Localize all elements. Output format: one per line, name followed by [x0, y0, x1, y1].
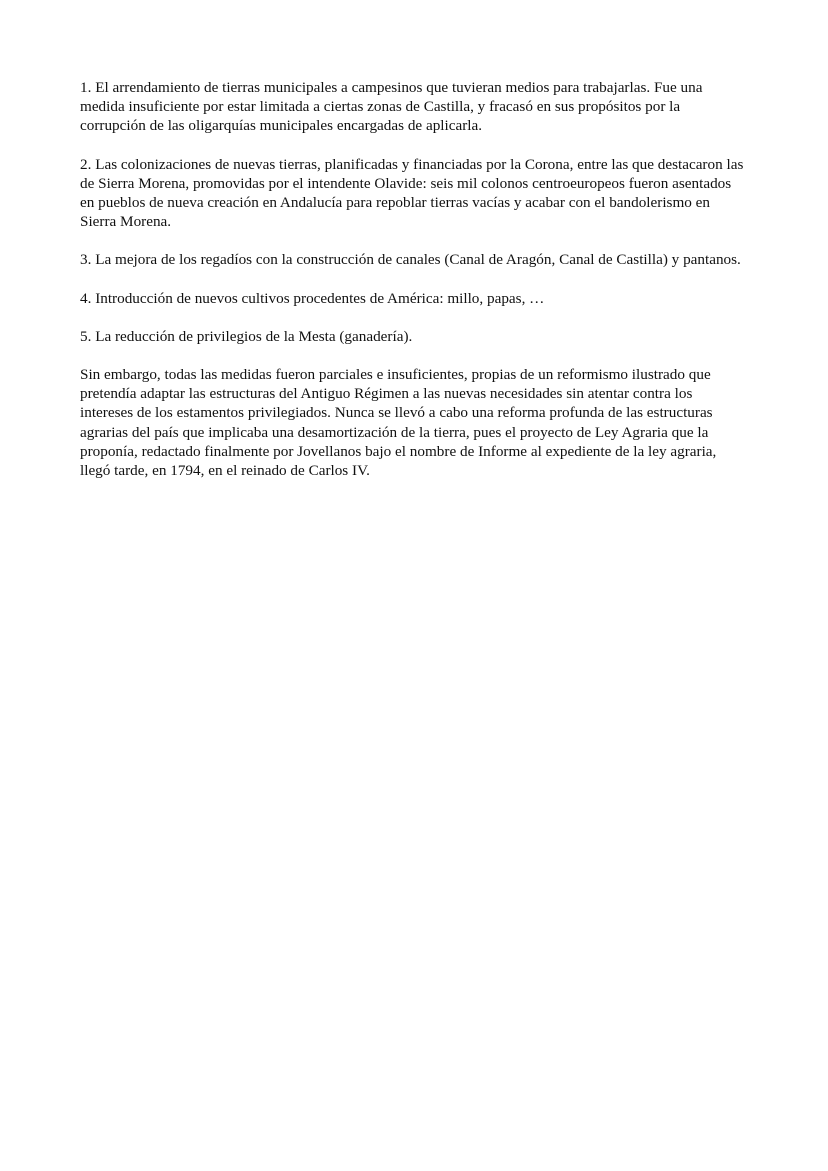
- paragraph-measure-1: 1. El arrendamiento de tierras municipales a campesinos que tuvieran medios para trabajarlas. Fue una medida insuficiente por estar limitada a ciertas zonas de Castilla, y fracasó en sus propósitos por la corrupción de las oligarquías municipales encargadas de aplicarla.: [80, 79, 703, 135]
- paragraph-conclusion: Sin embargo, todas las medidas fueron parciales e insuficientes, propias de un reformismo ilustrado que pretendía adaptar las estructuras del Antiguo Régimen a las nuevas necesidades sin atentar contra los intereses de los estamentos privilegiados. Nunca se llevó a cabo una reforma profunda de las estructuras agrarias del país que implicaba una desamortización de la tierra, pues el proyecto de Ley Agraria que la proponía, redactado finalmente por Jovellanos bajo el nombre de Informe al expediente de la ley agraria, llegó tarde, en 1794, en el reinado de Carlos IV.: [80, 366, 717, 480]
- paragraph-measure-4: 4. Introducción de nuevos cultivos procedentes de América: millo, papas, …: [80, 289, 545, 307]
- paragraph-measure-2: 2. Las colonizaciones de nuevas tierras, planificadas y financiadas por la Corona, entre las que destacaron las de Sierra Morena, promovidas por el intendente Olavide: seis mil colonos centroeuropeos fueron asentados en pueblos de nueva creación en Andalucía para repoblar tierras vacías y acabar con el bandolerismo en Sierra Morena.: [80, 155, 744, 231]
- document-page: [80, 78, 748, 499]
- paragraph-measure-5: 5. La reducción de privilegios de la Mesta (ganadería).: [80, 327, 413, 345]
- paragraph-measure-3: 3. La mejora de los regadíos con la construcción de canales (Canal de Aragón, Canal de Castilla) y pantanos.: [80, 251, 741, 269]
